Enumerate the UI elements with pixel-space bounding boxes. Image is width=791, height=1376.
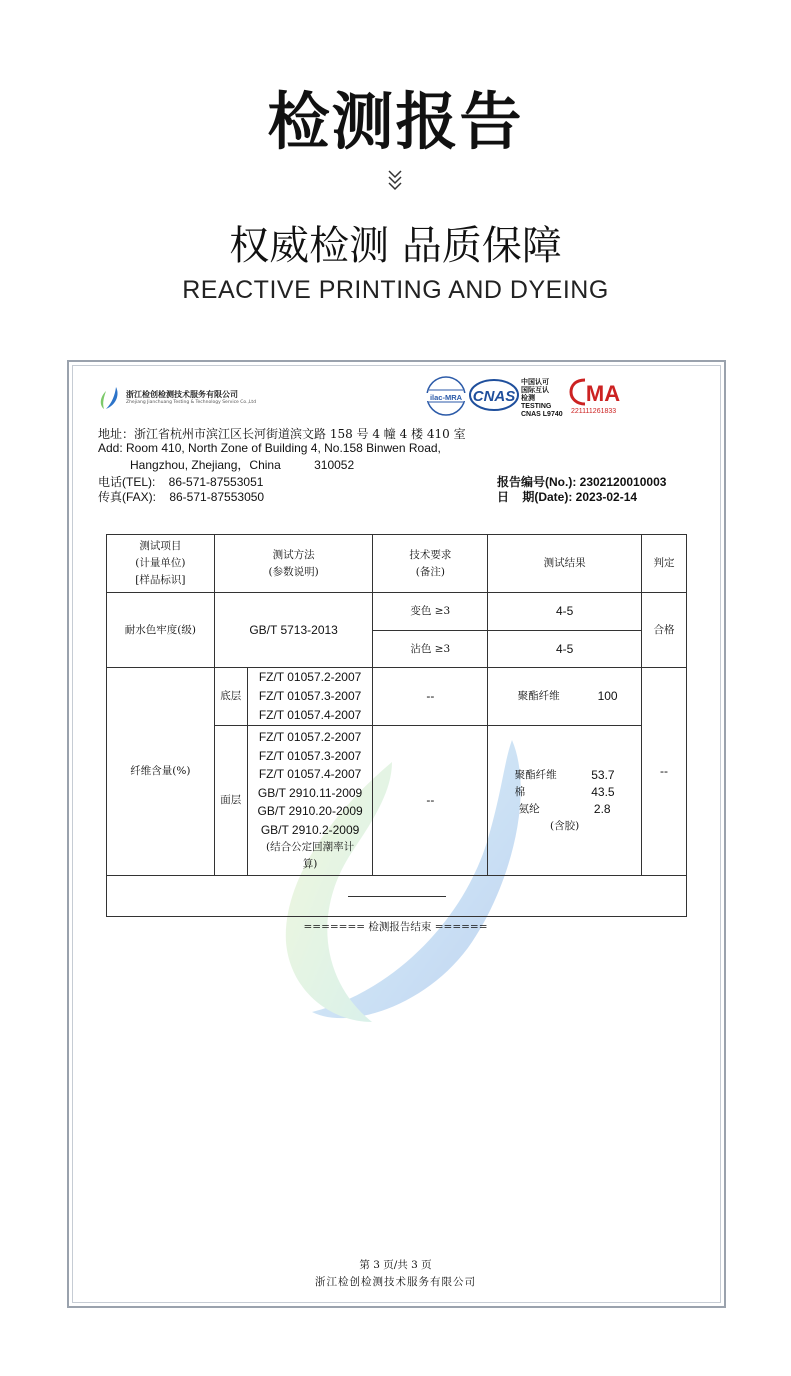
fiber-face-methods: FZ/T 01057.2-2007 FZ/T 01057.3-2007 FZ/T 01057.4-2007 GB/T 2910.11-2009 GB/T 2910.20-2009 GB/T 2910.2-2009 (结合公定回潮率计 算) [247,726,373,876]
ilac-mra-logo [424,376,468,416]
company-name-cn: 浙江检创检测技术服务有限公司 [126,390,238,399]
address-en-line1: Add: Room 410, North Zone of Building 4, No.158 Binwen Road, [98,441,441,455]
header-requirement: 技术要求 (备注) [373,535,488,593]
cnas-text-block: 中国认可 国际互认 检测 TESTING CNAS L9740 [521,379,563,418]
cma-number: 221111261833 [571,408,617,415]
fiber-bottom-layer: 底层 [214,668,247,726]
company-name-en: Zhejiang Jianchuang Testing & Technology Service Co.,Ltd [126,400,257,405]
address-cn: 地址：浙江省杭州市滨江区长河街道滨文路 158 号 4 幢 4 楼 410 室 [98,427,466,441]
results-table [106,534,687,917]
svg-text:CNAS: CNAS [472,388,516,405]
header-judgement: 判定 [642,535,687,593]
colorfastness-item: 耐水色牢度(级) [107,593,215,668]
fiber-bottom-result: 聚酯纤维 100 [488,668,642,726]
colorfastness-req-stain: 沾色 ≥3 [373,631,488,668]
table-blank-row [107,876,687,917]
cma-logo [569,377,625,407]
colorfastness-res-change: 4-5 [488,593,642,631]
separator-line [348,896,446,897]
fiber-item: 纤维含量(%) [107,668,215,876]
header-item: 测试项目 (计量单位) [样品标识] [107,535,215,593]
fiber-bottom-requirement: -- [373,668,488,726]
colorfastness-judgement: 合格 [642,593,687,668]
report-number: 报告编号(No.): 2302120010003 [497,475,667,489]
svg-text:MA: MA [585,381,621,406]
subtitle: 权威检测 品质保障 [229,223,562,269]
report-date: 日 期(Date): 2023-02-14 [497,490,638,504]
table-row [107,668,687,726]
fiber-face-result: 聚酯纤维 53.7 棉 43.5 氨纶 2.8 (含胶) [488,726,642,876]
fiber-judgement: -- [642,668,687,876]
english-subtitle: REACTIVE PRINTING AND DYEING [182,276,609,304]
report-end-text: ======= 检测报告结束 ====== [303,921,488,933]
cnas-logo [469,378,519,412]
table-row [107,593,687,631]
table-header-row [107,535,687,593]
colorfastness-method: GB/T 5713-2013 [214,593,373,668]
page-title: 检测报告 [267,85,524,158]
fiber-bottom-methods: FZ/T 01057.2-2007 FZ/T 01057.3-2007 FZ/T 01057.4-2007 [247,668,373,726]
fiber-face-requirement: -- [373,726,488,876]
fax: 传真(FAX): 86-571-87553050 [98,490,265,504]
company-logo-icon [96,385,122,411]
colorfastness-res-stain: 4-5 [488,631,642,668]
address-en-line2: Hangzhou, Zhejiang，China 310052 [130,458,355,472]
chevrons-down-icon [383,168,407,192]
svg-text:ilac-MRA: ilac-MRA [429,393,463,402]
colorfastness-req-change: 变色 ≥3 [373,593,488,631]
header-method: 测试方法 (参数说明) [214,535,373,593]
telephone: 电话(TEL): 86-571-87553051 [98,475,264,489]
fiber-face-layer: 面层 [214,726,247,876]
header-result: 测试结果 [488,535,642,593]
page-number: 第 3 页/共 3 页 [359,1259,432,1271]
footer-company: 浙江检创检测技术服务有限公司 [315,1276,476,1288]
blank-cell [107,876,687,917]
